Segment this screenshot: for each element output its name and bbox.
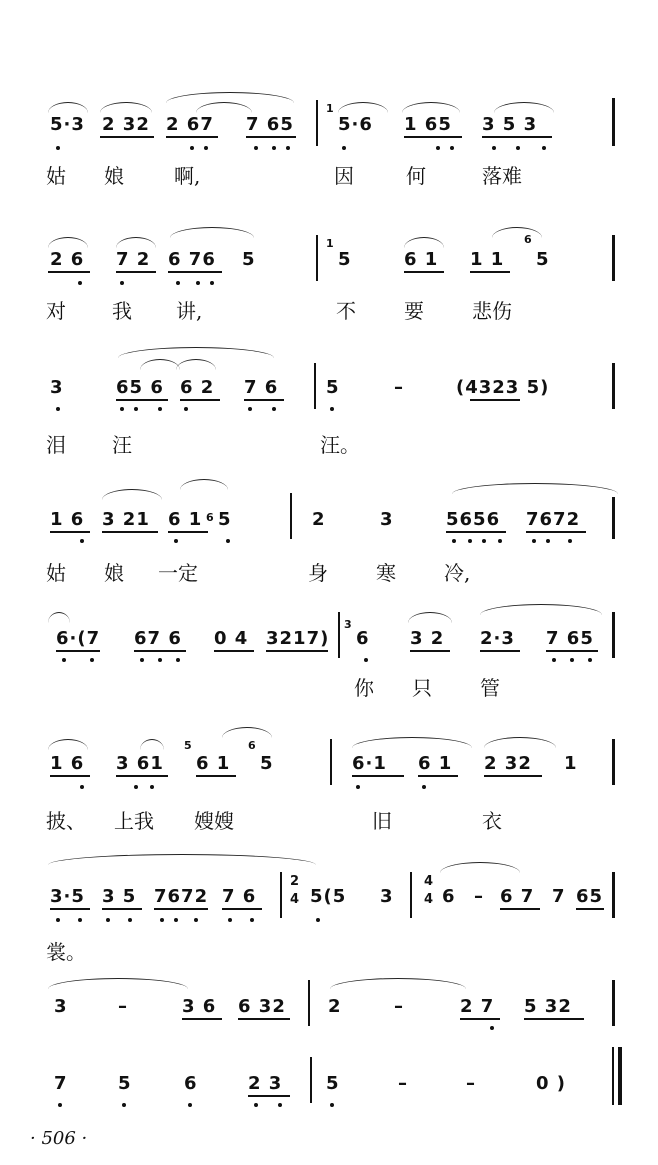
lyric: 只: [412, 676, 432, 700]
note: 5: [326, 377, 340, 398]
score-system-6: [0, 725, 658, 845]
time-signature-bottom: 4: [290, 892, 301, 907]
score-system-2: [0, 225, 658, 345]
note: 6 1: [168, 509, 203, 530]
note: 1 6: [50, 509, 85, 530]
grace-note: 5: [184, 739, 193, 752]
score-system-7: [0, 852, 658, 972]
grace-note: 1: [326, 102, 335, 115]
note: 5: [326, 1073, 340, 1094]
lyric: 冷,: [444, 561, 471, 585]
note: 0 ): [536, 1073, 567, 1094]
note: 6 1: [404, 249, 439, 270]
lyric: 悲伤: [472, 299, 512, 323]
lyric: 寒: [376, 561, 396, 585]
note: 5: [242, 249, 256, 270]
note: 2 67: [166, 114, 214, 135]
note: 1: [564, 753, 578, 774]
note: 5: [338, 249, 352, 270]
note: 3 6: [182, 996, 217, 1017]
dash: –: [394, 377, 404, 398]
grace-note: 1: [326, 237, 335, 250]
lyric: 衣: [482, 809, 502, 833]
lyric: 讲,: [176, 299, 203, 323]
note: 6 32: [238, 996, 286, 1017]
note: 5·3: [50, 114, 85, 135]
lyric: 一定: [158, 561, 198, 585]
note: 3217): [266, 628, 330, 649]
note: 3: [50, 377, 64, 398]
note: 3 2: [410, 628, 445, 649]
score-system-5: [0, 600, 658, 720]
lyric: 对: [46, 299, 66, 323]
note: 3: [54, 996, 68, 1017]
note: 6: [184, 1073, 198, 1094]
note: 7 2: [116, 249, 151, 270]
score-system-9: [0, 1045, 658, 1165]
note: 6: [442, 886, 456, 907]
lyric: 上我: [114, 809, 154, 833]
lyric: 你: [354, 676, 374, 700]
note: 67 6: [134, 628, 182, 649]
lyric: 娘: [104, 561, 124, 585]
lyric: 啊,: [174, 164, 201, 188]
lyric: 旧: [372, 809, 392, 833]
note: 65 6: [116, 377, 164, 398]
note: 2 32: [484, 753, 532, 774]
time-signature-bottom: 4: [424, 892, 435, 907]
note: 5(5: [310, 886, 347, 907]
note: 2: [312, 509, 326, 530]
note: 2: [328, 996, 342, 1017]
lyric: 我: [112, 299, 132, 323]
note: 3·5: [50, 886, 85, 907]
note: 5: [218, 509, 232, 530]
note: 7: [552, 886, 566, 907]
note: 2 3: [248, 1073, 283, 1094]
note: 5: [536, 249, 550, 270]
note: 7 65: [246, 114, 294, 135]
note: 7 6: [244, 377, 279, 398]
note: 3 5 3: [482, 114, 538, 135]
note: 6 7: [500, 886, 535, 907]
note: 7 65: [546, 628, 594, 649]
note: 2 32: [102, 114, 150, 135]
note: 6 1: [418, 753, 453, 774]
note: 5656: [446, 509, 501, 530]
lyric: 嫂嫂: [194, 809, 234, 833]
grace-note: 6: [248, 739, 257, 752]
lyric: 要: [404, 299, 424, 323]
note: 6·(7: [56, 628, 101, 649]
note: 1 65: [404, 114, 452, 135]
note: 6 76: [168, 249, 216, 270]
note: 2 7: [460, 996, 495, 1017]
note: 6·1: [352, 753, 387, 774]
note: 5·6: [338, 114, 373, 135]
note: 6: [356, 628, 370, 649]
note: 3 61: [116, 753, 164, 774]
score-system-4: [0, 475, 658, 595]
dash: –: [398, 1073, 408, 1094]
lyric: 汪: [112, 433, 132, 457]
note: 1 6: [50, 753, 85, 774]
note: 2·3: [480, 628, 515, 649]
time-signature-top: 4: [424, 874, 435, 889]
dash: –: [394, 996, 404, 1017]
dash: –: [466, 1073, 476, 1094]
score-system-3: [0, 345, 658, 465]
lyric: 汪。: [320, 433, 360, 457]
lyric: 身: [308, 561, 328, 585]
lyric: 姑: [46, 164, 66, 188]
note: 0 4: [214, 628, 249, 649]
note: 65: [576, 886, 604, 907]
note: 7672: [526, 509, 581, 530]
grace-note: 6: [206, 511, 215, 524]
note: 7: [54, 1073, 68, 1094]
grace-note: 6: [524, 233, 533, 246]
lyric: 娘: [104, 164, 124, 188]
grace-note: 3: [344, 618, 353, 631]
time-signature-top: 2: [290, 874, 301, 889]
page-number: · 506 ·: [30, 1128, 88, 1149]
note: 3 21: [102, 509, 150, 530]
lyric: 裳。: [46, 940, 86, 964]
note: 2 6: [50, 249, 85, 270]
note: 7 6: [222, 886, 257, 907]
note: 7672: [154, 886, 209, 907]
note: 3: [380, 886, 394, 907]
note: 3: [380, 509, 394, 530]
dash: –: [118, 996, 128, 1017]
lyric: 不: [336, 299, 356, 323]
lyric: 泪: [46, 433, 66, 457]
lyric: 管: [480, 676, 500, 700]
note: 5 32: [524, 996, 572, 1017]
note: (4323 5): [456, 377, 550, 398]
note: 6 1: [196, 753, 231, 774]
lyric: 姑: [46, 561, 66, 585]
score-system-1: [0, 90, 658, 210]
note: 3 5: [102, 886, 137, 907]
lyric: 因: [334, 164, 354, 188]
note: 6 2: [180, 377, 215, 398]
lyric: 何: [406, 164, 426, 188]
lyric: 披、: [46, 809, 86, 833]
lyric: 落难: [482, 164, 522, 188]
note: 1 1: [470, 249, 505, 270]
dash: –: [474, 886, 484, 907]
note: 5: [260, 753, 274, 774]
note: 5: [118, 1073, 132, 1094]
